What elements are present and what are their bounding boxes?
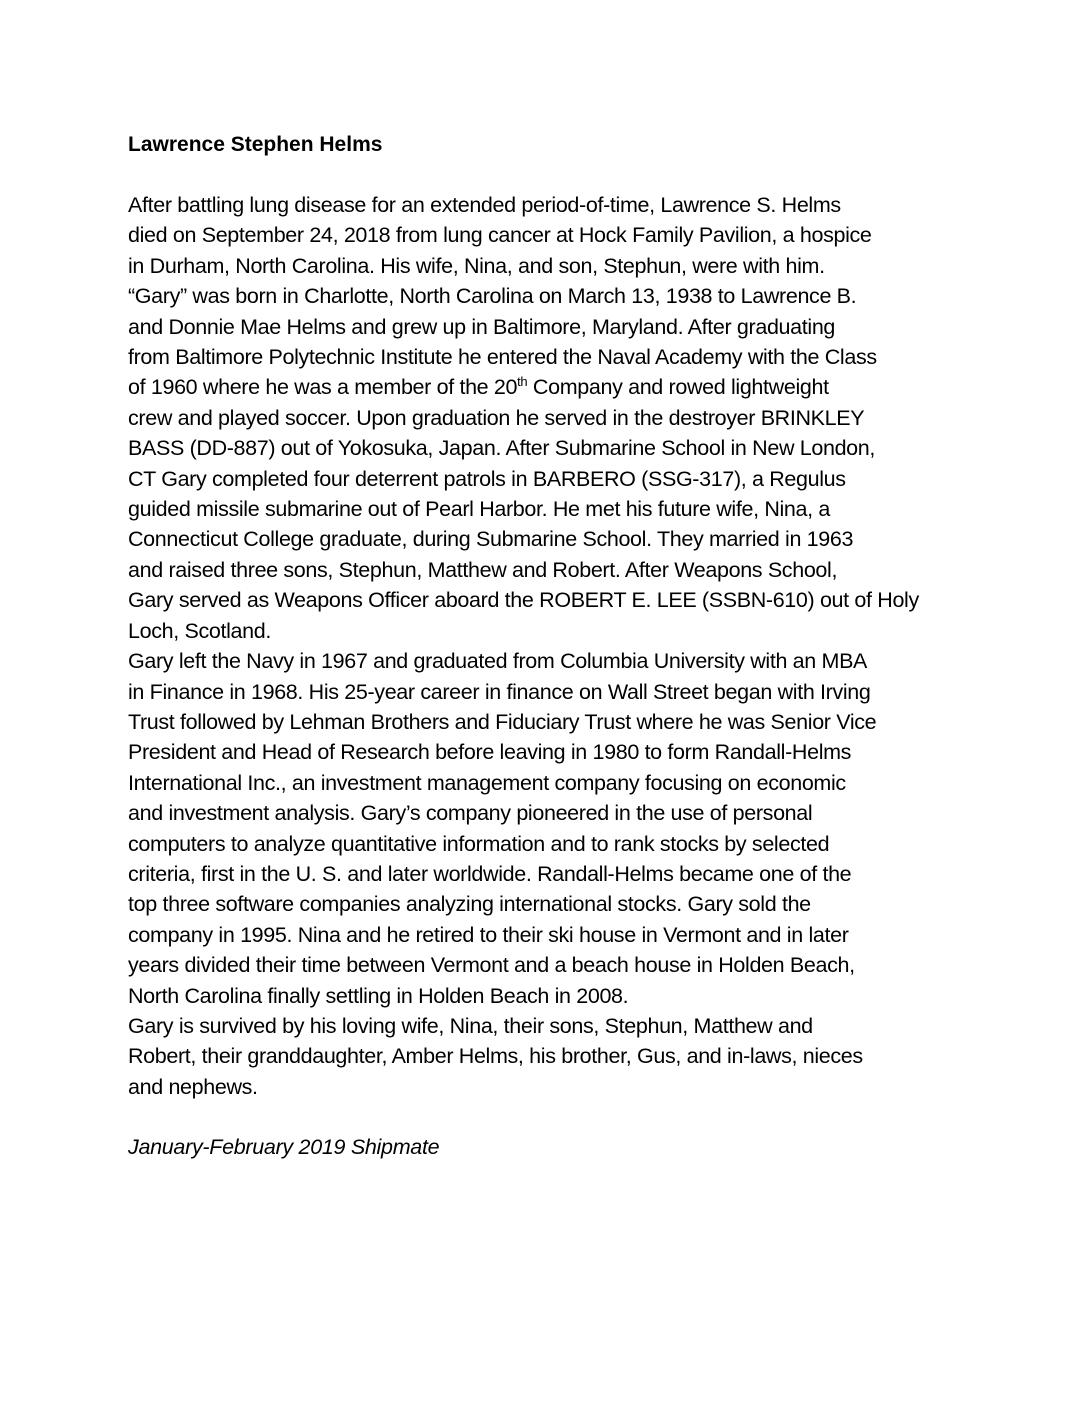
body-line: BASS (DD-887) out of Yokosuka, Japan. After Submarine School in New London, — [128, 436, 876, 461]
body-line: years divided their time between Vermont and a beach house in Holden Beach, — [128, 953, 855, 978]
obituary-body — [128, 190, 968, 1102]
body-line: CT Gary completed four deterrent patrols in BARBERO (SSG-317), a Regulus — [128, 466, 846, 491]
body-line: in Finance in 1968. His 25-year career in finance on Wall Street began with Irving — [128, 679, 871, 704]
company-ordinal-suffix: th — [517, 374, 528, 390]
body-line: in Durham, North Carolina. His wife, Nina, and son, Stephun, were with him. — [128, 253, 825, 278]
body-line: and Donnie Mae Helms and grew up in Baltimore, Maryland. After graduating — [128, 314, 836, 339]
body-line: computers to analyze quantitative information and to rank stocks by selected — [128, 831, 830, 856]
body-line: Gary is survived by his loving wife, Nina, their sons, Stephun, Matthew and — [128, 1013, 813, 1038]
body-line: Loch, Scotland. — [128, 618, 271, 643]
body-line: “Gary” was born in Charlotte, North Carolina on March 13, 1938 to Lawrence B. — [128, 284, 857, 309]
body-line: Gary served as Weapons Officer aboard the ROBERT E. LEE (SSBN-610) out of Holy — [128, 588, 919, 613]
body-line: crew and played soccer. Upon graduation he served in the destroyer BRINKLEY — [128, 405, 865, 430]
body-line: Gary left the Navy in 1967 and graduated from Columbia University with an MBA — [128, 649, 868, 674]
body-line: Trust followed by Lehman Brothers and Fiduciary Trust where he was Senior Vice — [128, 709, 877, 734]
body-line: top three software companies analyzing international stocks. Gary sold the — [128, 892, 811, 917]
body-line: President and Head of Research before leaving in 1980 to form Randall-Helms — [128, 740, 852, 765]
body-line: After battling lung disease for an extended period-of-time, Lawrence S. Helms — [128, 193, 841, 217]
publication-credit: January-February 2019 Shipmate — [128, 1135, 440, 1160]
body-line: and investment analysis. Gary’s company pioneered in the use of personal — [128, 801, 813, 826]
body-line: Connecticut College graduate, during Submarine School. They married in 1963 — [128, 527, 854, 552]
body-line: North Carolina finally settling in Holden Beach in 2008. — [128, 983, 629, 1008]
body-line: Robert, their granddaughter, Amber Helms, his brother, Gus, and in-laws, nieces — [128, 1044, 863, 1069]
body-line-company — [128, 372, 968, 402]
body-line: company in 1995. Nina and he retired to their ski house in Vermont and in later — [128, 922, 849, 947]
document-title: Lawrence Stephen Helms — [128, 133, 383, 156]
company-line-after: Company and rowed lightweight — [527, 375, 829, 400]
body-line: and nephews. — [128, 1074, 258, 1099]
body-line: International Inc., an investment management company focusing on economic — [128, 770, 846, 795]
body-line: and raised three sons, Stephun, Matthew and Robert. After Weapons School, — [128, 557, 838, 582]
document-content — [128, 130, 968, 1163]
body-line: from Baltimore Polytechnic Institute he entered the Naval Academy with the Class — [128, 345, 877, 370]
body-line: died on September 24, 2018 from lung cancer at Hock Family Pavilion, a hospice — [128, 223, 872, 248]
body-line: guided missile submarine out of Pearl Harbor. He met his future wife, Nina, a — [128, 497, 831, 522]
body-line: criteria, first in the U. S. and later worldwide. Randall-Helms became one of the — [128, 861, 852, 886]
company-line-before: of 1960 where he was a member of the 20 — [128, 375, 518, 400]
